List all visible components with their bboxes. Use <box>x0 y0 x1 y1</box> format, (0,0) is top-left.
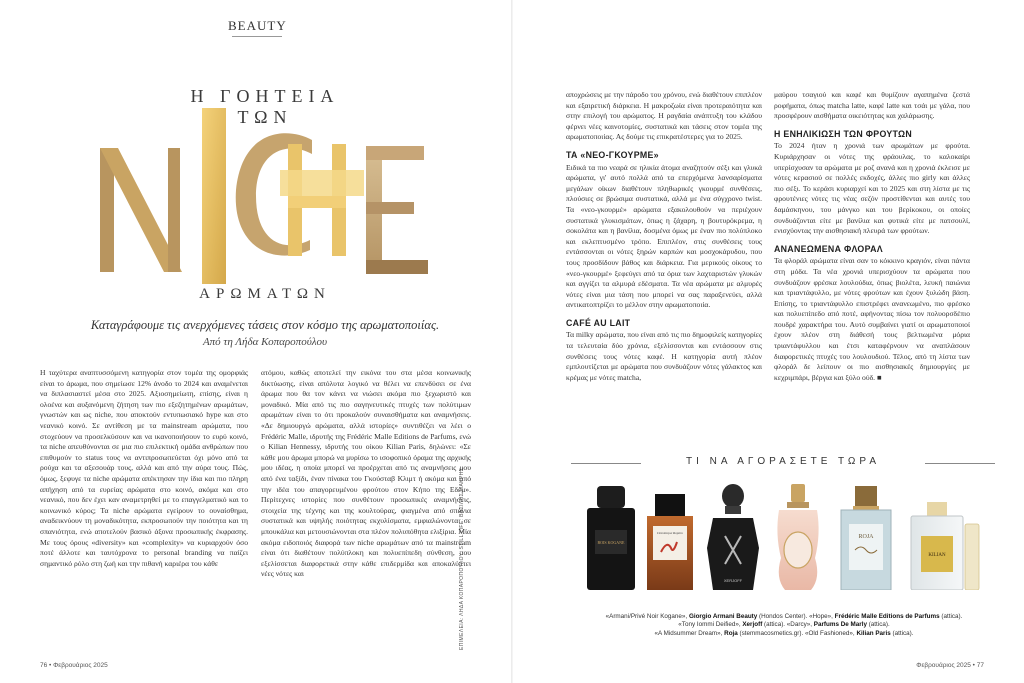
caption-brand: Kilian Paris <box>856 629 891 637</box>
frederic-malle-bottle-icon <box>647 494 693 590</box>
subheading: Η ΕΝΗΛΙΚΙΩΣΗ ΤΩΝ ΦΡΟΥΤΩΝ <box>774 128 913 139</box>
kilian-bottle-icon <box>911 502 979 590</box>
bottle-label: BOIS KOGANE <box>597 540 625 545</box>
caption-text: (stemmacosmetics.gr). «Old Fashioned», <box>737 629 857 637</box>
letter-h-shape <box>280 144 364 256</box>
column-3 <box>566 90 762 383</box>
caption-brand: Roja <box>724 629 738 637</box>
shop-heading <box>571 456 995 470</box>
shop-title: ΤΙ ΝΑ ΑΓΟΡΑΣΕΤΕ ΤΩΡΑ <box>685 456 880 467</box>
column-paragraph: Το 2024 ήταν η χρονιά των αρωμάτων με φρούτα. Κυριάρχησαν οι νότες της φράουλας, το καλοκαίρι υπερίσχυσαν τα αρώματα με ροζ ανανά και η χρονιά έκλεισε με νότες κερασιού σε πολλές εκδοχές, άλλες πιο girly και άλλες πιο σέξι. Το κεράσι κυριαρχεί και το 2025 και στη λίστα με τις φρουτένιες νότες τις νέας σεζόν προστίθενται και αυτές του δαμάσκηνου, του μάνγκο και του βερίκοκου, οι οποίες συνδυάζονται είτε με βανίλια και φυτικά είτε με πατσουλί, ενισχύοντας την αισθησιακή πλευρά των φρούτων. <box>774 141 970 236</box>
bottle-label: ROJA <box>858 534 874 540</box>
caption-text: (attica). <box>866 621 890 629</box>
byline: Από τη Λήδα Κοπαροπούλου <box>202 336 328 348</box>
section-rule <box>232 36 282 37</box>
page-gutter <box>511 0 513 683</box>
column-paragraph: μαύρου τσαγιού και καφέ και θυμίζουν αγαπημένα ζεστά ροφήματα, όπως matcha latte, καφέ latte και τσάι με γάλα, που προσφέρουν αισθήματα οικειότητας και χαλάρωσης. <box>774 90 970 121</box>
subheading: ΤΑ «ΝΕΟ-ΓΚΟΥΡΜΕ» <box>566 149 659 160</box>
letter-n-shape <box>100 148 182 272</box>
photo-credit: ΕΠΙΜΕΛΕΙΑ: ΛΗΔΑ ΚΟΠΑΡΟΠΟΥΛΟΥ. STILL LIFE: ΒΑΣΙΛΗΣ ΜΑΚΡΗΣ <box>459 467 465 650</box>
caption-text: (attica). <box>939 613 963 620</box>
caption-brand: Xerjoff <box>742 621 763 629</box>
headline-top: Η ΓΟΗΤΕΙΑ ΤΩΝ <box>190 86 340 127</box>
column-1 <box>40 368 248 569</box>
column-paragraph: Τα milky αρώματα, που είναι από τις πιο δημοφιλείς κατηγορίες τα τελευταία δύο χρόνια, εξελίσσονται και εντάσσουν στις συνθέσεις τους νότες καφέ. Η κατηγορία αυτή πλέον εμπλουτίζεται με αρώματα που συνδυάζουν νότες γάλακτος και κρέμας με νότες matcha, <box>566 330 762 382</box>
bottle-label: XERJOFF <box>723 578 743 583</box>
column-paragraph: Ειδικά τα πιο νεαρά σε ηλικία άτομα αναζητούν σέξι και γλυκά αρώματα, γι' αυτό πολλά από τα επερχόμενα λανσαρίσματα μεγάλων οίκων διαθέτουν πληθωρικές γκουρμέ συνθέσεις, πλούσιες σε βρώσιμα συστατικά, αλλά με ένα σύγχρονο twist. Τα «νεο-γκουρμέ» αρώματα εξακολουθούν να περιέχουν συστατικά γλυκισμάτων, όπως η ζάχαρη, η βουτυρόκρεμα, η σοκολάτα και η βανίλια, δοσμένα όμως με έναν πιο πολύπλοκο και εκλεπτυσμένο τρόπο. Επιπλέον, στις συνθέσεις τους εντάσσονται οι νότες ξηρών καρπών και μοσχοκάρυδου, που τους προσδίδουν βάθος και διάρκεια. Για μερικούς οίκους το «νεο-γκουρμέ» ξεφεύγει από τα όρια των λαχταριστών γλυκών και αγγίζει τα αλμυρά εδέσματα. Τα νέα αρώματα με αλμυρές νότες είναι μια τάση που μπορεί να σας παραξενεύει, αλλά αντικατοπτρίζει το μέλλον στην αρωματοποιία. <box>566 162 762 310</box>
caption-text: «Tony Iommi Deified», <box>678 621 743 629</box>
caption-brand: Giorgio Armani Beauty <box>688 613 758 620</box>
column-paragraph: ατόμου, καθώς αποτελεί την εικόνα του στα μέσα κοινωνικής δικτύωσης, είναι απόλυτα λογικό να θέλει να επενδύσει σε ένα άρωμα που θα τον κάνει να νιώσει ακόμα πιο ξεχωριστό και μοναδικό. Μία από τις πιο σαγηνευτικές πτυχές των πολύτιμων αρωμάτων είναι το ότι προκαλούν συναισθήματα και αναμνήσεις. «Δε δημιουργώ αρώματα, αλλά ιστορίες» συντιθέζει να λέει ο Frédéric Malle, ιδρυτής της Frédéric Malle Editions de Parfums, ενώ ο Kilian Hennessy, ιδρυτής του οίκου Kilian Paris, δηλώνει: «Σε κάθε μου άρωμα μπορώ να μυρίσω το ισοφοπικό όραμα της αρχικής μου ιδέας, η οποία μπορεί να προέρχεται από τις αναμνήσεις μου από ένα ταξίδι, έναν πίνακα του Γκούσταβ Κλιμτ ή ακόμα και από την ιδέα του απαγορευμένου φρούτου στον Κήπο της Εδέμ». Περίτεχνες ιστορίες που συνθέτουν προσωπικές αναμνήσεις, στοιχεία της τέχνης και της κουλτούρας, φιαγμένα από σπάνια συστατικά και υψηλής ποιότητας εκχυλίσματα, εμφιαλώνονται σε μπουκάλια και μετουσιώνονται στα πλέον πολυπόθητα ελιξίρια. Μία ακόμα ειδοποιός διαφορά των niche αρωμάτων από τα mainstream είναι ότι διαθέτουν πολύπλοκη και πολυεπίπεδη σύνθεση, που εξελίσσεται διαφορετικά στην κάθε επιδερμίδα και αποκαλύπτει νέες νότες και <box>261 368 471 579</box>
section-label: BEAUTY <box>228 18 287 33</box>
roja-bottle-icon <box>841 486 891 590</box>
headline-bottom: ΑΡΩΜΑΤΩΝ <box>199 286 331 302</box>
xerjoff-bottle-icon <box>707 484 759 590</box>
product-caption <box>566 613 1002 638</box>
caption-text: (attica). <box>890 629 914 637</box>
armani-bottle-icon <box>587 486 635 590</box>
parfums-de-marly-bottle-icon <box>777 484 818 590</box>
column-paragraph: Τα φλοράλ αρώματα είναι σαν το κόκκινο κραγιόν, είναι πάντα στη μόδα. Τα νέα χρονιά υπερισχύουν τα αρώματα που συνδυάζουν φρέσκα λουλούδια, όπως βιολέτα, λευκή παιώνια και τριαντάφυλλο, με νότες φρούτων και έχουν ξυλώδη βάση. Επίσης, το τριαντάφυλλο επιστρέφει ανανεωμένο, πιο φρέσκο και πολυεπίπεδο από ποτέ, αφήνοντας πίσω τον πολυορσδέπιο πουδρέ χαρακτήρα του. Αυτό συμβαίνει γιατί οι αρωματοποιοί έχουν πλέον στη διάθεσή τους βελτιωμένα μόρια τριαντάφυλλου και έτσι καταφέρνουν να αναπλάσουν διαφορετικές πτυχές του λουλουδιού. Τέλος, από τη λίστα των φλοράλ δε λείπουν οι πιο αισθησιακές δημιουργίες με κεχριμπάρι, βέργια και ξύλο ούδ. ■ <box>774 256 970 382</box>
caption-line <box>566 630 1002 638</box>
caption-line <box>566 621 1002 629</box>
caption-text: «Armani/Privé Noir Kogane», <box>605 613 689 620</box>
caption-brand: Frédéric Malle Editions de Parfums <box>834 613 940 620</box>
column-4 <box>774 90 970 383</box>
letter-i-shape <box>202 108 226 284</box>
letter-e-shape <box>366 146 428 274</box>
subheading: CAFÉ AU LAIT <box>566 317 631 328</box>
product-lineup <box>575 478 995 590</box>
column-paragraph: αποχρώσεις με την πάροδο του χρόνου, ενώ διαθέτουν επιπλέον και εξαιρετική διάρκεια. Η μακροζωία είναι προτεραιότητα και στην επιλογή του αρώματος. Η ραγδαία ανάπτυξη του κλάδου φέρνει νέες καινοτομίες, συστατικά και τάσεις στον τομέα της αρωματοποιίας. Ας δούμε τις επικρατέστερες για το 2025. <box>566 90 762 142</box>
folio-right: Φεβρουάριος 2025 • 77 <box>916 662 984 669</box>
folio-left: 76 • Φεβρουάριος 2025 <box>40 662 108 669</box>
subtitle: Καταγράφουμε τις ανερχόμενες τάσεις στον κόσμο της αρωματοποιίας. <box>90 318 440 332</box>
column-2 <box>261 368 471 580</box>
subheading: ΑΝΑΝΕΩΜΕΝΑ ΦΛΟΡΑΛ <box>774 243 883 254</box>
caption-brand: Parfums De Marly <box>813 621 867 629</box>
caption-text: «A Midsummer Dream», <box>654 629 725 637</box>
caption-line <box>566 613 1002 621</box>
caption-text: (Hondos Center). «Hope», <box>757 613 835 620</box>
bottle-label: Dominique Ropion <box>657 531 683 535</box>
column-paragraph: Η ταχύτερα αναπτυσσόμενη κατηγορία στον τομέα της ομορφιάς είναι το άρωμα, που σημείωσε 12% άνοδο το 2024 και αναμένεται να διπλασιαστεί μέσα στο 2025. Αξιοσημείωτη, επίσης, είναι η ολοένα και αυξανόμενη ζήτηση των πιο εξεζητημένων αρωμάτων, γνωστών και ως niche, που αποκτούν εντυπωσιακό hype και στο νεανικό κοινό. Σε αντίθεση με τα mainstream αρώματα, που στοχεύουν να προσελκύσουν και να ικανοποιήσουν το ευρύ κοινό, τα niche απευθύνονται σε μια πιο επιλεκτική ομάδα ανθρώπων που επιθυμούν το status τους να αντιπροσωπεύεται όχι μόνο από τα ρούχα και τα αξεσουάρ τους, αλλά και από την αύρα τους. Πώς, όμως, ξεφυγε τα niche αρώματα απέκτησαν την ίδια και πιο πληρη απήχηση από τα ευρείας αρώματα στο κοινό, ακόμα και στο νεανικό, που δεν έχει καν αναμετρηθεί με το επαγγελματικό και το κοινωνικό κύρος; Τα niche αρώματα εγείρουν το ουναίσθημα, αναδεικνύουν τη μοναδικότητα, εκπροσωπούν την ποιότητα και τη σπανιότητα, ενώ αποτελούν βασικό άξονα προσωπικής έκφρασης. Με τους όρους «diversity» και «complexity» να κυριαρχούν όσο ποτέ άλλοτε και ταυτόχρονα το personal branding να παίζει σημαντικό ρόλο στη ζωή και την πιθανή καριέρα του κάθε <box>40 368 248 568</box>
caption-text: (attica). «Darcy», <box>762 621 814 629</box>
bottle-label: KILIAN <box>928 553 946 558</box>
niche-wordmark-art <box>96 100 446 290</box>
